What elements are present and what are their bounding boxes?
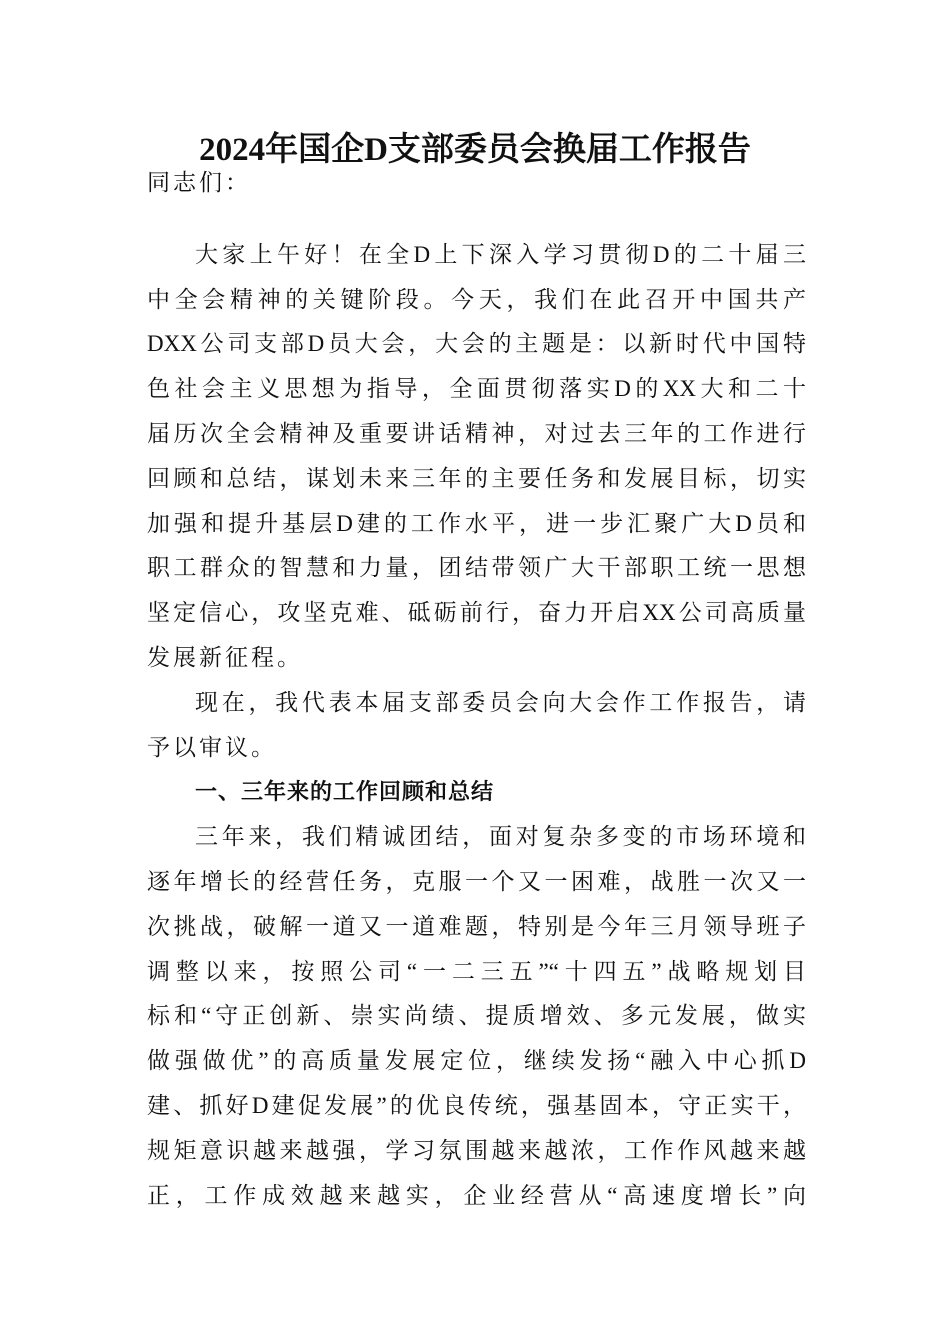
paragraph-line: DXX公司支部D员大会，大会的主题是：以新时代中国特 [147,331,806,357]
paragraph-line: 大家上午好！在全D上下深入学习贯彻D的二十届三 [195,241,806,267]
salutation: 同志们： [147,170,251,195]
document-body [147,161,806,1218]
paragraph-line: 予以审议。 [147,734,277,760]
paragraph-line: 做强做优”的高质量发展定位，继续发扬“融入中心抓D [147,1048,806,1074]
paragraph-line: 标和“守正创新、崇实尚绩、提质增效、多元发展，做实 [147,1003,806,1029]
paragraph-section-one [147,815,806,1218]
section-heading: 一、三年来的工作回顾和总结 [195,779,495,805]
paragraph-line: 职工群众的智慧和力量，团结带领广大干部职工统一思想 [147,555,806,581]
paragraph-line: 正，工作成效越来越实，企业经营从“高速度增长”向 [147,1182,806,1208]
paragraph-opening [147,233,806,681]
paragraph-line: 逐年增长的经营任务，克服一个又一困难，战胜一次又一 [147,868,806,894]
paragraph-line: 现在，我代表本届支部委员会向大会作工作报告，请 [195,689,806,715]
paragraph-line: 发展新征程。 [147,644,303,670]
paragraph-line: 坚定信心，攻坚克难、砥砺前行，奋力开启XX公司高质量 [147,600,806,626]
paragraph-line: 调整以来，按照公司“一二三五”“十四五”战略规划目 [147,958,806,984]
paragraph-line: 加强和提升基层D建的工作水平，进一步汇聚广大D员和 [147,510,806,536]
paragraph-line: 届历次全会精神及重要讲话精神，对过去三年的工作进行 [147,420,806,446]
paragraph-line: 建、抓好D建促发展”的优良传统，强基固本，守正实干， [147,1092,806,1118]
paragraph-line: 色社会主义思想为指导，全面贯彻落实D的XX大和二十 [147,376,806,402]
paragraph-line: 回顾和总结，谋划未来三年的主要任务和发展目标，切实 [147,465,806,491]
paragraph-line: 次挑战，破解一道又一道难题，特别是今年三月领导班子 [147,913,806,939]
paragraph-line: 中全会精神的关键阶段。今天，我们在此召开中国共产 [147,286,806,312]
paragraph-line: 三年来，我们精诚团结，面对复杂多变的市场环境和 [195,824,806,850]
document-title: 2024年国企D支部委员会换届工作报告 [199,132,751,168]
paragraph-report-intro [147,681,806,771]
paragraph-line: 规矩意识越来越强，学习氛围越来越浓，工作作风越来越 [147,1137,806,1163]
